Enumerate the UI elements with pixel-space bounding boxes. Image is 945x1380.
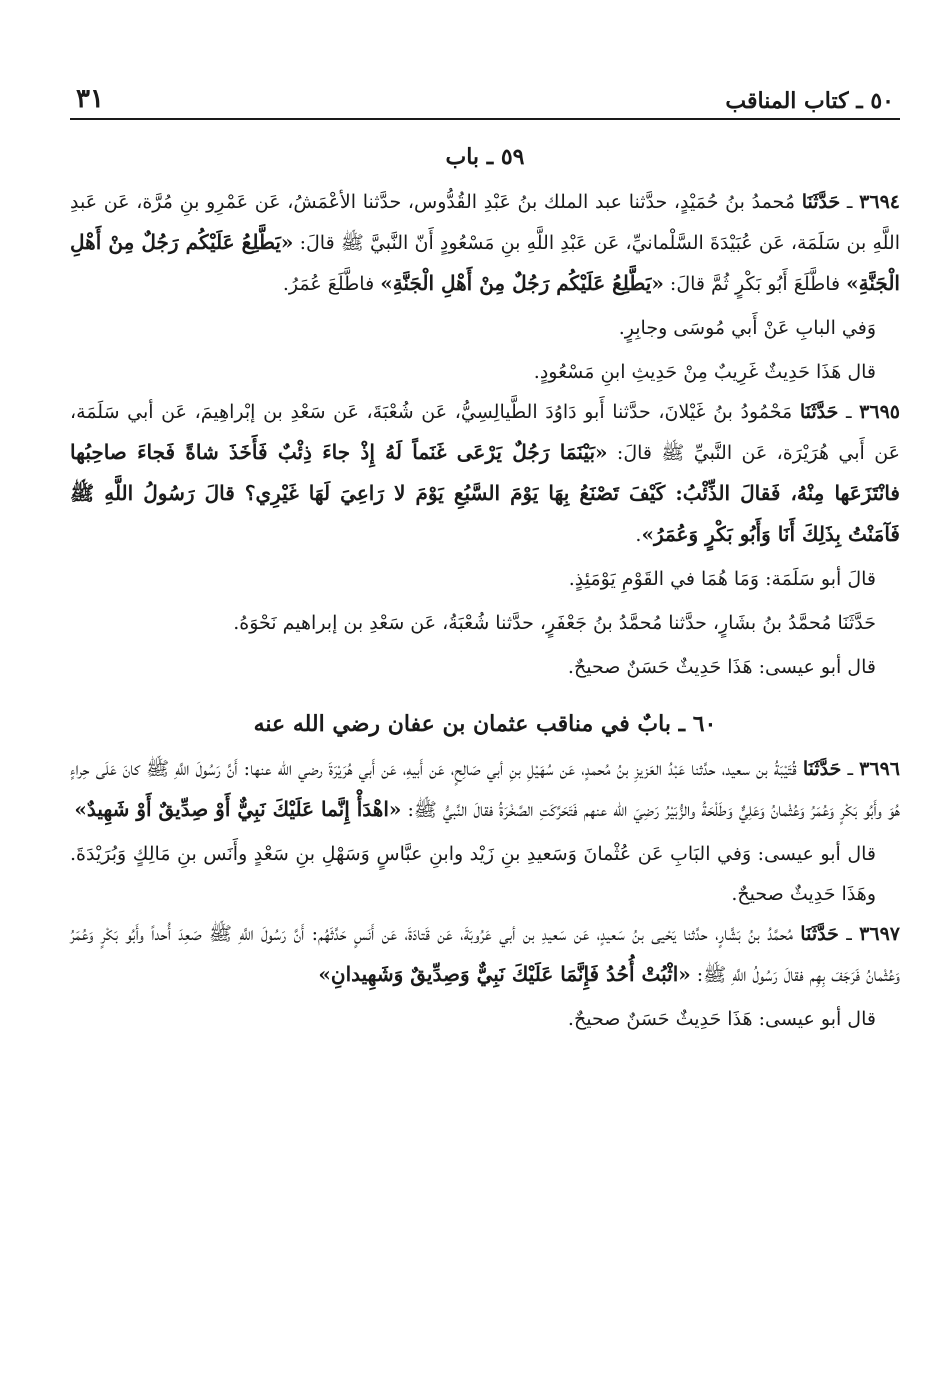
section-title-59: ٥٩ ـ باب — [445, 144, 525, 170]
hadith-note: قالَ أبو سَلَمَة: وَمَا هُمَا في القَوْمِ يَوْمَئِذٍ. — [568, 568, 876, 590]
narration-end: فاطَّلَعَ عُمَرُ. — [282, 273, 381, 295]
hadith-number: ٣٦٩٤ — [859, 191, 900, 213]
hadith-grading: قال أبو عيسى: وَفي البَابِ عَن عُثْمانَ وَسَعيدِ بنِ زَيْد وابنِ عبَّاسٍ وَسَهْلِ بنِ سَعْدٍ وأَنَس بنِ مَالِكٍ وَبُرَيْدَةَ. وهَذَا حَدِيثٌ صحيحٌ. — [70, 843, 876, 905]
hadith-grading: قال هَذَا حَدِيثٌ غَرِيبٌ مِنْ حَدِيثِ ابنِ مَسْعُودٍ. — [533, 361, 876, 383]
hadith-dash: ـ — [840, 191, 860, 213]
matn-text: «اثْبُتْ أُحُدُ فَإِنَّمَا عَلَيْكَ نَبِيٌّ وَصِدِّيقٌ وَشَهِيدانِ» — [318, 962, 691, 986]
matn-text: «بَيْنَمَا رَجُلٌ يَرْعَى غَنَماً لَهُ إِذْ جاءَ ذِئْبٌ فَأَخَذَ شاةً فَجاءَ صاحِبُها فانْتَزَعَها مِنْهُ، فَقالَ الذِّئْبُ: كَيْفَ تَصْنَعُ بِهَا يَوْمَ السَّبُعِ يَوْمَ لا رَاعِيَ لَهَا غَيْرِي؟ قالَ رَسُولُ اللَّهِ ﷺ فَآمَنْتُ بِذَلِكَ أَنَا وَأَبُو بَكْرٍ وَعُمَرُ» — [70, 440, 900, 546]
narration-end: . — [635, 524, 642, 546]
hadith-note: وَفي البابِ عَنْ أَبي مُوسَى وجابِرٍ. — [618, 317, 876, 339]
matn-text: «اهْدَأْ إِنَّما عَلَيْكَ نَبِيٌّ أَوْ صِدِّيقٌ أَوْ شَهِيدٌ» — [74, 797, 402, 821]
book-title: ٥٠ ـ كتاب المناقب — [725, 88, 894, 114]
isnad-text: مُحمَّدُ بنُ بَشَّارٍ، حدَّثنا يَحْيى بنُ سَعيدٍ، عَن سَعيدِ بن أبي عَرُوبَةَ، عَن قَتادَةَ، عَن أَنَسٍ حَدَّثَهُم: أَنَّ رَسُولَ اللَّهِ ﷺ صَعِدَ أُحداً وأَبُو بَكْرٍ وَعُمَرُ وَعُثْمانُ فَرَجَفَ بِهِم فقالَ رَسُولُ اللَّهِ ﷺ: — [70, 923, 900, 986]
hadith-dash: ـ — [841, 758, 860, 780]
matn-text-2: «يَطَّلِعُ عَلَيْكُم رَجُلٌ مِنْ أَهْلِ الْجَنَّةِ» — [380, 271, 664, 295]
running-header — [70, 70, 900, 120]
hadith-alternate-chain: حَدَّثَنَا مُحمَّدُ بنُ بشَارٍ، حدَّثنا مُحمَّدُ بنُ جَعْفَرٍ، حدَّثنا شُعْبَةُ، عَن سَعْدِ بن إبراهيم نَحْوَهُ. — [233, 612, 876, 634]
haddathana-word: حَدَّثَنَا — [799, 401, 839, 423]
hadith-dash: ـ — [838, 923, 860, 945]
isnad-text: مَحْمُودُ بنُ غَيْلانَ، حدَّثنا أَبو دَاوُدَ الطَّيالِسِيُّ، عَن شُعْبَةَ، عَن سَعْدِ بن إبْراهِيمَ، عَن أبي سَلَمَة، عَن أَبي هُرَيْرَة، عَن النَّبيِّ ﷺ قالَ: — [70, 401, 900, 464]
section-title-60: ٦٠ ـ بابٌ في مناقب عثمان بن عفان رضي الله عنه — [253, 711, 717, 737]
hadith-grading: قال أبو عيسى: هَذَا حَدِيثٌ حَسَنٌ صحيحٌ. — [567, 1008, 876, 1030]
narration-text: فاطَّلَعَ أَبُو بَكْرٍ ثُمَّ قالَ: — [663, 273, 847, 295]
haddathana-word: حَدَّثَنَا — [802, 758, 842, 780]
hadith-3696 — [70, 749, 900, 830]
hadith-number: ٣٦٩٥ — [859, 401, 900, 423]
haddathana-word: حَدَّثَنَا — [801, 191, 841, 213]
hadith-grading: قال أبو عيسى: هَذَا حَدِيثٌ حَسَنٌ صحيحٌ. — [567, 656, 876, 678]
hadith-dash: ـ — [838, 401, 860, 423]
hadith-number: ٣٦٩٧ — [859, 923, 900, 945]
isnad-text: مُحمدُ بنُ حُمَيْدٍ، حدَّثنا عبد الملك بنُ عَبْدِ القُدُّوس، حدَّثنا الأعْمَشُ، عَن عَمْرِو بنِ مُرَّة، عَن عَبدِ اللَّهِ بن سَلَمَة، عَن عُبَيْدَةَ السَّلْمانيِّ، عَن عَبْدِ اللَّهِ بنِ مَسْعُودٍ أَنّ النَّبيَّ ﷺ قالَ: — [70, 191, 900, 254]
hadith-3694 — [70, 182, 900, 304]
hadith-3695 — [70, 392, 900, 555]
isnad-text: قُتَيْبَةُ بن سعيد، حدَّثنا عَبْدُ العَزيزِ بنُ مُحمدٍ، عَن سُهَيْلِ بنِ أبي صَالِحٍ، عَن أَبيهِ، عَن أَبي هُرَيْرَةَ رضي الله عنها: أَنَّ رَسُولَ اللَّهِ ﷺ كانَ عَلَى حِراءٍ هُوَ وأَبُو بَكْرٍ وَعُمَرُ وَعُثْمانُ وَعَلِيٌّ وَطَلْحَةُ والزُّبَيْرُ رَضِيَ الله عنهم فَتَحَرَّكَتِ الصَّخْرَةُ فقالَ النَّبيُّ ﷺ: — [70, 758, 900, 821]
haddathana-word: حَدَّثَنَا — [800, 923, 839, 945]
page-number: ٣١ — [76, 84, 104, 114]
matn-text: «يَطَّلِعُ عَلَيْكُم رَجُلٌ مِنْ أَهْلِ الْجَنَّةِ» — [70, 230, 900, 295]
book-page — [70, 70, 900, 1039]
hadith-3697 — [70, 914, 900, 995]
hadith-number: ٣٦٩٦ — [859, 758, 900, 780]
